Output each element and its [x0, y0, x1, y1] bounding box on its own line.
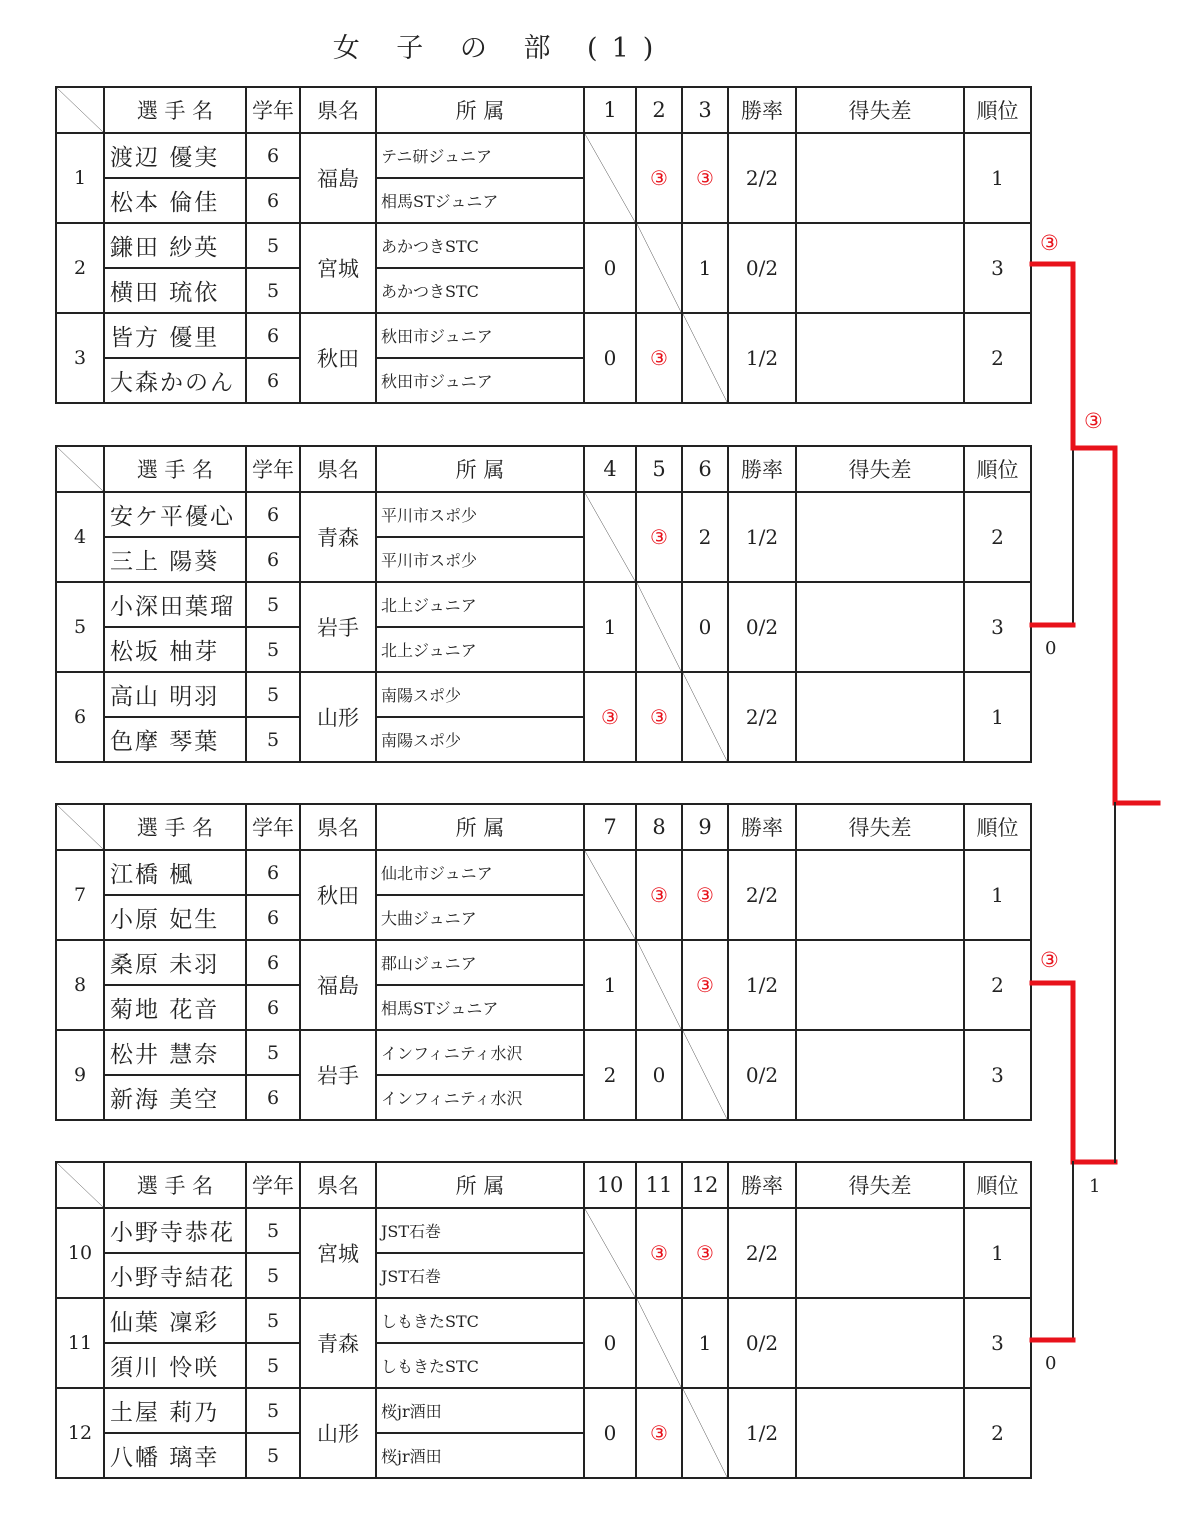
player-name: 小野寺結花 — [104, 1253, 246, 1298]
match-score: ③ — [682, 1208, 728, 1298]
match-score: 0 — [584, 1388, 636, 1478]
player-grade: 5 — [246, 1298, 300, 1343]
player-name: 小深田葉瑠 — [104, 582, 246, 627]
header-pref: 県名 — [300, 1162, 376, 1208]
player-name: 松井 慧奈 — [104, 1030, 246, 1075]
match-score: ③ — [636, 1388, 682, 1478]
rank: 3 — [964, 1298, 1031, 1388]
player-grade: 5 — [246, 1388, 300, 1433]
player-grade: 5 — [246, 627, 300, 672]
header-opponent: 4 — [584, 446, 636, 492]
bracket-score: ③ — [1040, 948, 1059, 972]
player-name: 小原 妃生 — [104, 895, 246, 940]
header-diff: 得失差 — [796, 446, 964, 492]
player-club: 桜jr酒田 — [376, 1433, 584, 1478]
player-club: あかつきSTC — [376, 223, 584, 268]
rank: 1 — [964, 850, 1031, 940]
player-club: 南陽スポ少 — [376, 672, 584, 717]
win-rate: 1/2 — [728, 940, 796, 1030]
player-name: 鎌田 紗英 — [104, 223, 246, 268]
header-rate: 勝率 — [728, 804, 796, 850]
player-club: 南陽スポ少 — [376, 717, 584, 762]
bracket-score: ③ — [1040, 231, 1059, 255]
prefecture: 秋田 — [300, 313, 376, 403]
team-number: 9 — [56, 1030, 104, 1120]
prefecture: 秋田 — [300, 850, 376, 940]
bracket-line-g1-win — [1032, 264, 1073, 448]
header-opponent: 1 — [584, 87, 636, 133]
player-grade: 5 — [246, 1208, 300, 1253]
player-club: 秋田市ジュニア — [376, 313, 584, 358]
player-name: 須川 怜咲 — [104, 1343, 246, 1388]
team-number: 7 — [56, 850, 104, 940]
match-score: ③ — [636, 313, 682, 403]
prefecture: 福島 — [300, 940, 376, 1030]
bracket-line-g2 — [1032, 448, 1073, 625]
player-grade: 5 — [246, 1030, 300, 1075]
bracket-score: 1 — [1089, 1176, 1101, 1197]
match-score: 1 — [682, 223, 728, 313]
header-pref: 県名 — [300, 804, 376, 850]
player-name: 土屋 莉乃 — [104, 1388, 246, 1433]
player-name: 新海 美空 — [104, 1075, 246, 1120]
player-grade: 6 — [246, 850, 300, 895]
header-name: 選 手 名 — [104, 1162, 246, 1208]
rank: 1 — [964, 1208, 1031, 1298]
prefecture: 青森 — [300, 492, 376, 582]
header-opponent: 7 — [584, 804, 636, 850]
header-opponent: 11 — [636, 1162, 682, 1208]
header-grade: 学年 — [246, 446, 300, 492]
rank: 3 — [964, 582, 1031, 672]
rank: 3 — [964, 223, 1031, 313]
player-club: 平川市スポ少 — [376, 537, 584, 582]
player-club: 秋田市ジュニア — [376, 358, 584, 403]
prefecture: 岩手 — [300, 1030, 376, 1120]
match-score: ③ — [636, 492, 682, 582]
header-opponent: 3 — [682, 87, 728, 133]
rank: 2 — [964, 492, 1031, 582]
header-opponent: 12 — [682, 1162, 728, 1208]
match-score: 0 — [584, 1298, 636, 1388]
rank: 2 — [964, 940, 1031, 1030]
player-grade: 6 — [246, 358, 300, 403]
header-grade: 学年 — [246, 87, 300, 133]
player-grade: 6 — [246, 537, 300, 582]
player-club: あかつきSTC — [376, 268, 584, 313]
header-club: 所 属 — [376, 87, 584, 133]
prefecture: 宮城 — [300, 1208, 376, 1298]
match-score: 2 — [682, 492, 728, 582]
player-grade: 5 — [246, 268, 300, 313]
header-name: 選 手 名 — [104, 87, 246, 133]
win-rate: 0/2 — [728, 223, 796, 313]
header-club: 所 属 — [376, 446, 584, 492]
player-club: 北上ジュニア — [376, 582, 584, 627]
player-grade: 5 — [246, 223, 300, 268]
prefecture: 宮城 — [300, 223, 376, 313]
header-opponent: 6 — [682, 446, 728, 492]
header-club: 所 属 — [376, 804, 584, 850]
player-name: 小野寺恭花 — [104, 1208, 246, 1253]
header-diff: 得失差 — [796, 804, 964, 850]
player-club: JST石巻 — [376, 1253, 584, 1298]
match-score: ③ — [636, 850, 682, 940]
player-name: 菊地 花音 — [104, 985, 246, 1030]
header-club: 所 属 — [376, 1162, 584, 1208]
match-score: ③ — [636, 1208, 682, 1298]
team-number: 1 — [56, 133, 104, 223]
player-club: 相馬STジュニア — [376, 985, 584, 1030]
player-grade: 6 — [246, 313, 300, 358]
match-score: 0 — [682, 582, 728, 672]
header-diff: 得失差 — [796, 87, 964, 133]
player-grade: 6 — [246, 940, 300, 985]
team-number: 8 — [56, 940, 104, 1030]
team-number: 11 — [56, 1298, 104, 1388]
player-club: 仙北市ジュニア — [376, 850, 584, 895]
player-name: 高山 明羽 — [104, 672, 246, 717]
player-club: JST石巻 — [376, 1208, 584, 1253]
win-rate: 2/2 — [728, 850, 796, 940]
header-rank: 順位 — [964, 804, 1031, 850]
header-pref: 県名 — [300, 446, 376, 492]
prefecture: 山形 — [300, 1388, 376, 1478]
team-number: 5 — [56, 582, 104, 672]
match-score: ③ — [636, 672, 682, 762]
win-rate: 1/2 — [728, 492, 796, 582]
player-grade: 5 — [246, 672, 300, 717]
win-rate: 1/2 — [728, 313, 796, 403]
player-grade: 5 — [246, 582, 300, 627]
win-rate: 2/2 — [728, 672, 796, 762]
header-diff: 得失差 — [796, 1162, 964, 1208]
player-name: 桑原 未羽 — [104, 940, 246, 985]
player-grade: 5 — [246, 1343, 300, 1388]
player-name: 仙葉 凜彩 — [104, 1298, 246, 1343]
prefecture: 青森 — [300, 1298, 376, 1388]
player-name: 安ケ平優心 — [104, 492, 246, 537]
player-club: 北上ジュニア — [376, 627, 584, 672]
player-club: しもきたSTC — [376, 1343, 584, 1388]
page-title: 女 子 の 部 (1) — [332, 33, 668, 64]
match-score: ③ — [682, 133, 728, 223]
player-name: 松本 倫佳 — [104, 178, 246, 223]
header-rate: 勝率 — [728, 446, 796, 492]
header-opponent: 9 — [682, 804, 728, 850]
bracket-score: 0 — [1045, 638, 1057, 659]
rank: 1 — [964, 133, 1031, 223]
player-grade: 6 — [246, 133, 300, 178]
player-name: 横田 琉依 — [104, 268, 246, 313]
bracket-score: 0 — [1045, 1353, 1057, 1374]
bracket-line-g3-win — [1032, 983, 1115, 1162]
player-name: 皆方 優里 — [104, 313, 246, 358]
match-score: 1 — [584, 582, 636, 672]
player-grade: 6 — [246, 178, 300, 223]
player-club: しもきたSTC — [376, 1298, 584, 1343]
header-opponent: 10 — [584, 1162, 636, 1208]
rank: 3 — [964, 1030, 1031, 1120]
match-score: ③ — [682, 940, 728, 1030]
header-name: 選 手 名 — [104, 446, 246, 492]
player-club: インフィニティ水沢 — [376, 1075, 584, 1120]
team-number: 6 — [56, 672, 104, 762]
header-rank: 順位 — [964, 87, 1031, 133]
header-rank: 順位 — [964, 1162, 1031, 1208]
player-grade: 6 — [246, 985, 300, 1030]
rank: 2 — [964, 1388, 1031, 1478]
player-grade: 6 — [246, 492, 300, 537]
header-grade: 学年 — [246, 804, 300, 850]
player-club: 大曲ジュニア — [376, 895, 584, 940]
team-number: 12 — [56, 1388, 104, 1478]
player-name: 江橋 楓 — [104, 850, 246, 895]
team-number: 10 — [56, 1208, 104, 1298]
player-club: テニ研ジュニア — [376, 133, 584, 178]
player-name: 八幡 璃幸 — [104, 1433, 246, 1478]
header-opponent: 5 — [636, 446, 682, 492]
header-opponent: 8 — [636, 804, 682, 850]
win-rate: 0/2 — [728, 582, 796, 672]
player-name: 色摩 琴葉 — [104, 717, 246, 762]
prefecture: 岩手 — [300, 582, 376, 672]
player-club: 郡山ジュニア — [376, 940, 584, 985]
player-name: 大森かのん — [104, 358, 246, 403]
player-name: 渡辺 優実 — [104, 133, 246, 178]
match-score: 0 — [636, 1030, 682, 1120]
player-name: 三上 陽葵 — [104, 537, 246, 582]
match-score: 1 — [682, 1298, 728, 1388]
header-opponent: 2 — [636, 87, 682, 133]
player-club: 相馬STジュニア — [376, 178, 584, 223]
header-rate: 勝率 — [728, 1162, 796, 1208]
header-name: 選 手 名 — [104, 804, 246, 850]
match-score: 1 — [584, 940, 636, 1030]
team-number: 2 — [56, 223, 104, 313]
player-grade: 6 — [246, 1075, 300, 1120]
player-grade: 5 — [246, 1433, 300, 1478]
rank: 2 — [964, 313, 1031, 403]
header-rate: 勝率 — [728, 87, 796, 133]
player-club: インフィニティ水沢 — [376, 1030, 584, 1075]
player-club: 平川市スポ少 — [376, 492, 584, 537]
win-rate: 2/2 — [728, 133, 796, 223]
match-score: ③ — [584, 672, 636, 762]
team-number: 3 — [56, 313, 104, 403]
match-score: 0 — [584, 313, 636, 403]
player-name: 松坂 柚芽 — [104, 627, 246, 672]
win-rate: 1/2 — [728, 1388, 796, 1478]
match-score: ③ — [636, 133, 682, 223]
header-grade: 学年 — [246, 1162, 300, 1208]
prefecture: 福島 — [300, 133, 376, 223]
win-rate: 0/2 — [728, 1298, 796, 1388]
player-grade: 5 — [246, 717, 300, 762]
team-number: 4 — [56, 492, 104, 582]
win-rate: 2/2 — [728, 1208, 796, 1298]
player-grade: 6 — [246, 895, 300, 940]
rank: 1 — [964, 672, 1031, 762]
bracket-score: ③ — [1084, 409, 1103, 433]
header-pref: 県名 — [300, 87, 376, 133]
bracket-line-semi1-win — [1073, 448, 1158, 803]
player-grade: 5 — [246, 1253, 300, 1298]
prefecture: 山形 — [300, 672, 376, 762]
win-rate: 0/2 — [728, 1030, 796, 1120]
header-rank: 順位 — [964, 446, 1031, 492]
bracket-line-g4 — [1032, 1162, 1073, 1340]
match-score: 2 — [584, 1030, 636, 1120]
match-score: 0 — [584, 223, 636, 313]
player-club: 桜jr酒田 — [376, 1388, 584, 1433]
match-score: ③ — [682, 850, 728, 940]
